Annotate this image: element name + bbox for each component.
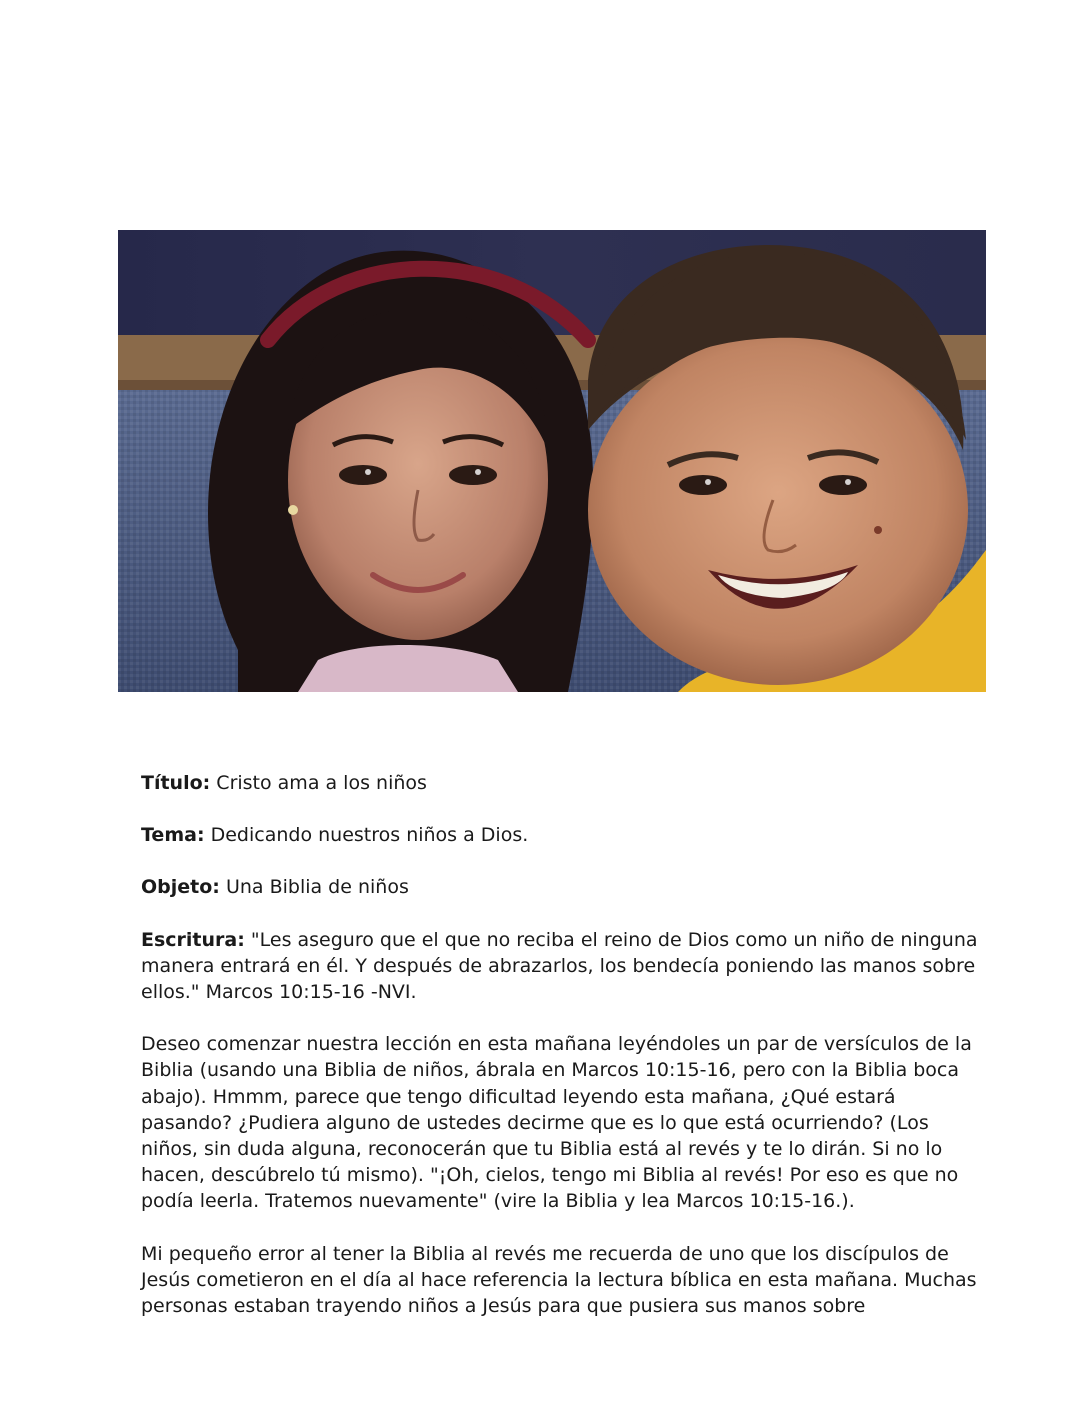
children-photo — [118, 230, 986, 692]
children-photo-drawing — [118, 230, 986, 692]
lesson-object-field — [141, 874, 981, 900]
title-label: Título: — [141, 772, 211, 794]
topic-label: Tema: — [141, 824, 205, 847]
body-paragraph: Deseo comenzar nuestra lección en esta mañana leyéndoles un par de versículos de la Biblia (usando una Biblia de niños, ábrala en Marcos 10:15-16, pero con la Biblia boca abajo). Hmmm, parece que tengo dificultad leyendo esta mañana, ¿Qué estará pasando? ¿Pudiera alguno de ustedes decirme que es lo que está ocurriendo? (Los niños, sin duda alguna, reconocerán que tu Biblia está al revés y te lo dirán. Si no lo hacen, descúbrelo tú mismo). "¡Oh, cielos, tengo mi Biblia al revés! Por eso es que no podía leerla. Tratemos nuevamente" (vire la Biblia y lea Marcos 10:15-16.). — [141, 1033, 972, 1213]
lesson-text — [141, 770, 981, 1345]
lesson-title-field — [141, 770, 981, 796]
scripture-value: "Les aseguro que el que no reciba el reino de Dios como un niño de ninguna manera entrará en él. Y después de abrazarlos, los bendecía poniendo las manos sobre ellos." Marcos 10:15-16 -NVI. — [141, 928, 978, 1004]
body-paragraph: Mi pequeño error al tener la Biblia al revés me recuerda de uno que los discípulos de Jesús cometieron en el día al hace referencia la lectura bíblica en esta mañana. Muchas personas estaban trayendo niños a Jesús para que pusiera sus manos sobre — [141, 1242, 977, 1318]
lesson-scripture-field — [141, 927, 981, 1006]
scripture-label: Escritura: — [141, 928, 245, 951]
topic-value: Dedicando nuestros niños a Dios. — [210, 824, 529, 847]
object-value: Una Biblia de niños — [225, 876, 409, 899]
title-value: Cristo ama a los niños — [216, 772, 427, 794]
lesson-topic-field — [141, 822, 981, 848]
object-label: Objeto: — [141, 876, 220, 899]
